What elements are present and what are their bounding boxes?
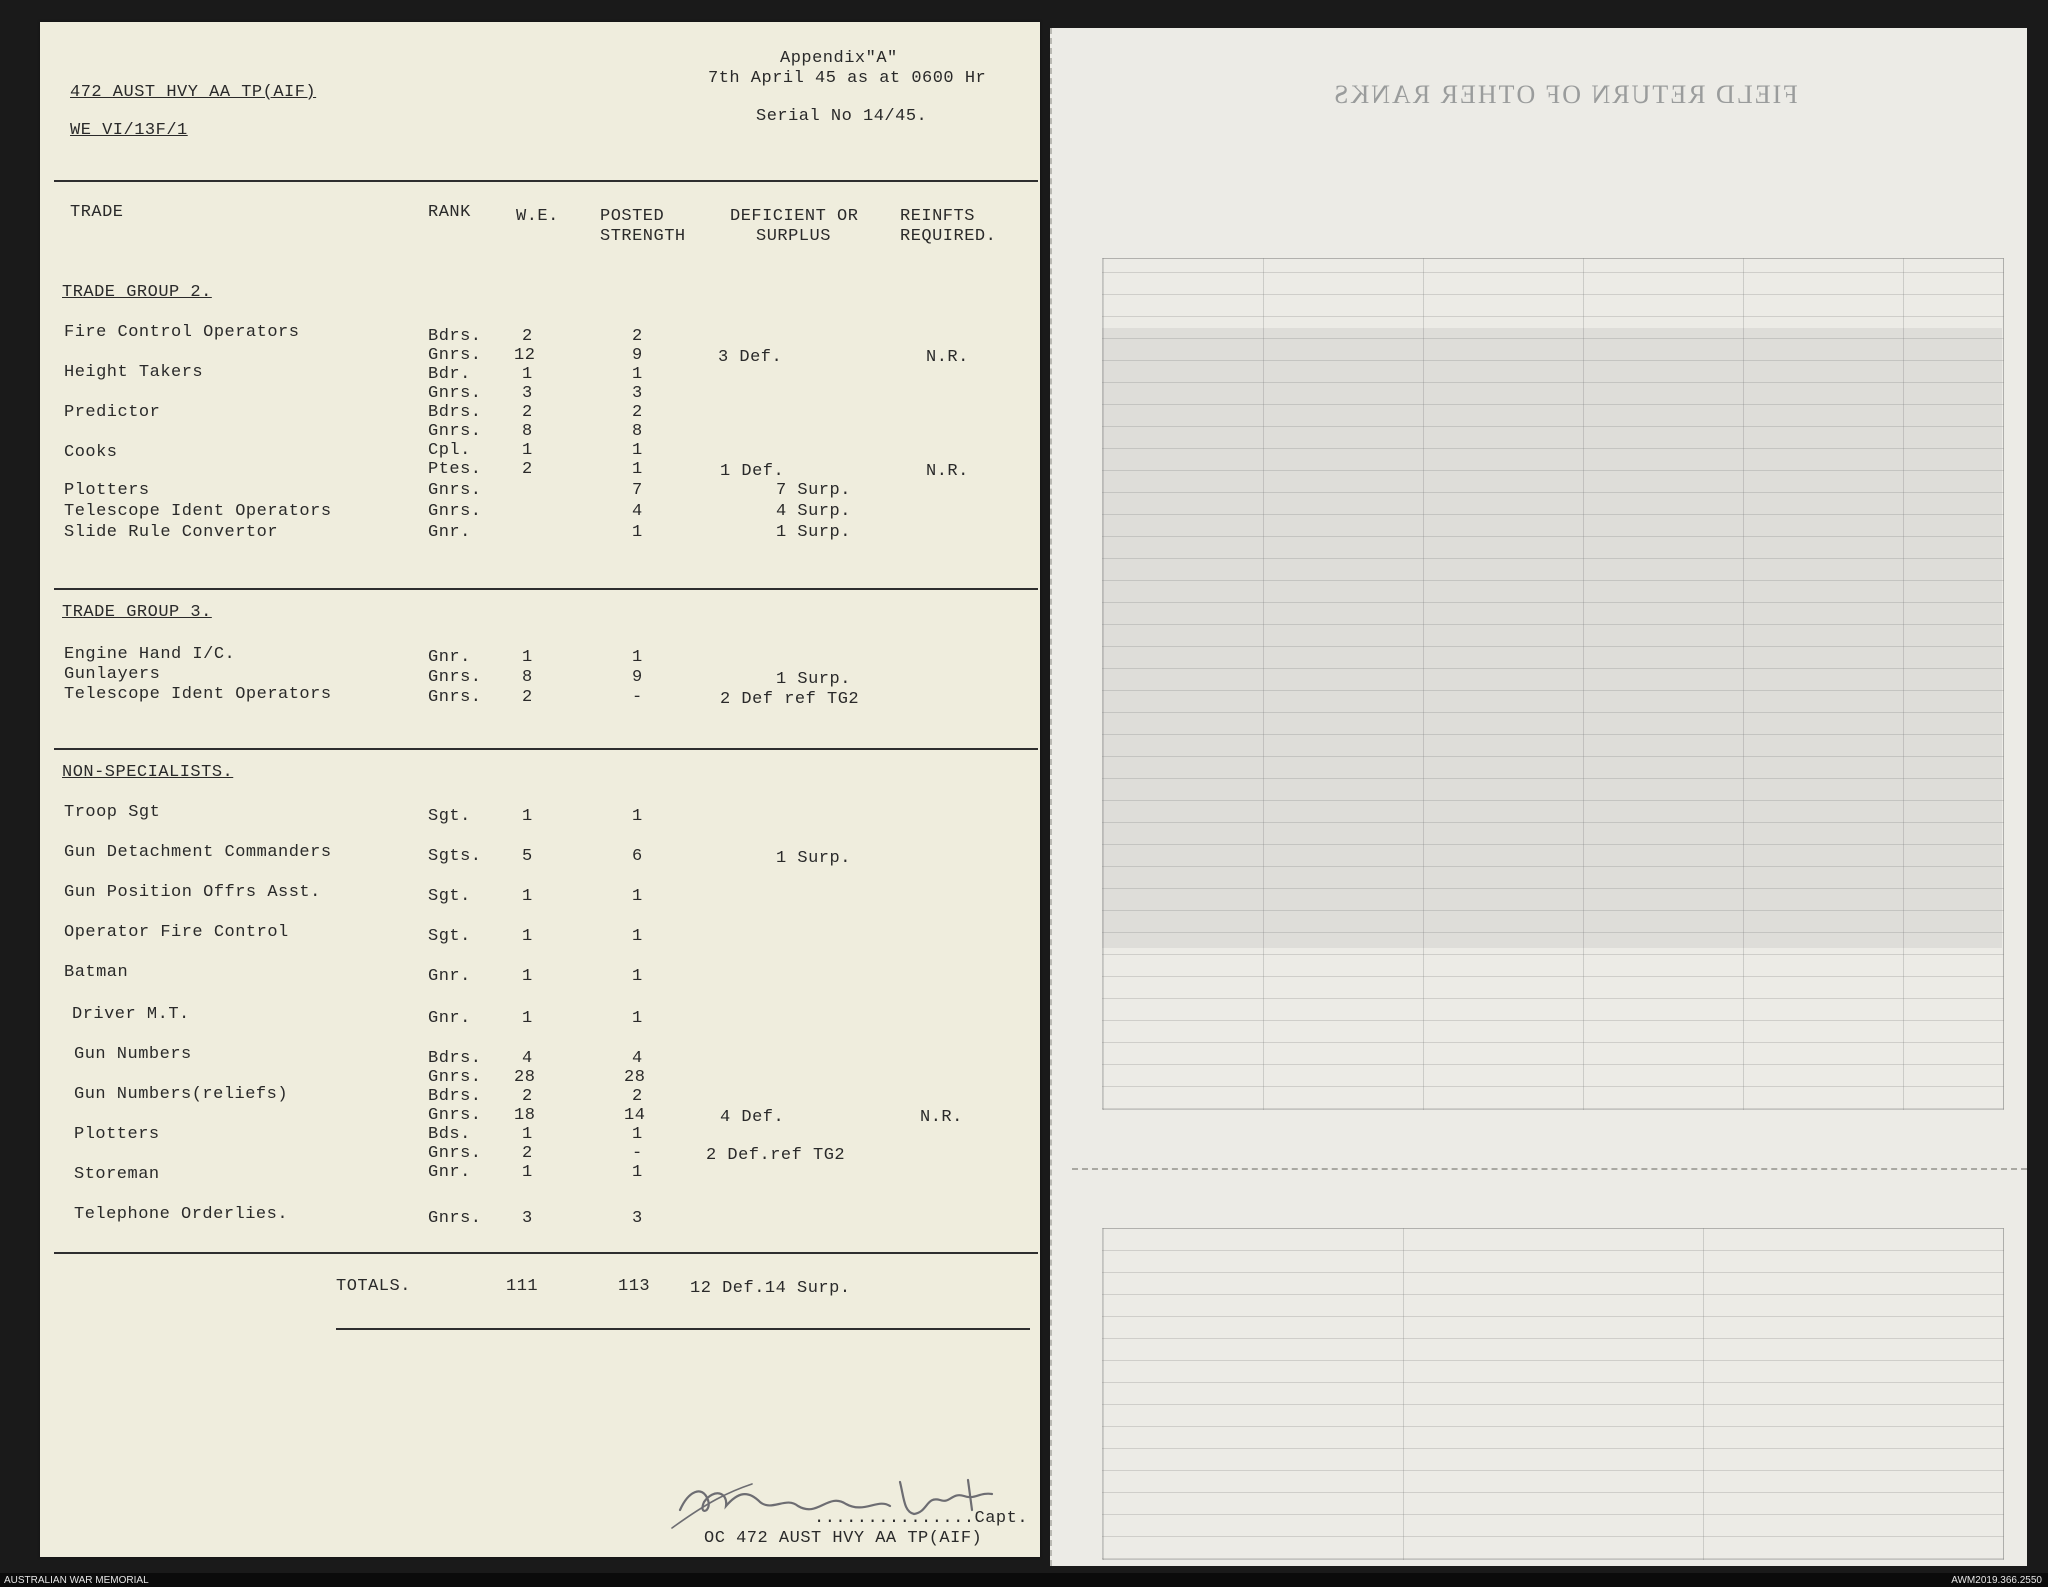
totals-deficient: 12 Def.14 Surp. (690, 1279, 851, 1298)
perforation-line (1072, 1168, 2027, 1170)
trade-name: Storeman (74, 1165, 160, 1184)
rank-cell: Bdrs. (428, 1049, 482, 1068)
return-date: 7th April 45 as at 0600 Hr (708, 69, 987, 88)
rank-cell: Sgt. (428, 807, 471, 826)
rank-cell: Gnrs. (428, 481, 482, 500)
col-deficient-2: SURPLUS (756, 227, 831, 246)
rank-cell: Gnr. (428, 1009, 471, 1028)
posted-cell: 14 (624, 1106, 646, 1125)
posted-cell: 3 (632, 384, 643, 403)
posted-cell: 1 (632, 460, 643, 479)
posted-cell: 6 (632, 847, 643, 866)
rank-cell: Gnrs. (428, 502, 482, 521)
rank-cell: Gnrs. (428, 668, 482, 687)
rank-cell: Gnrs. (428, 1106, 482, 1125)
faded-form-page (1050, 28, 2027, 1566)
we-cell: 1 (522, 441, 533, 460)
col-deficient-1: DEFICIENT OR (730, 207, 859, 226)
reinfts-cell: N.R. (920, 1108, 963, 1127)
rank-cell: Gnr. (428, 523, 471, 542)
we-cell: 12 (514, 346, 536, 365)
unit-heading: 472 AUST HVY AA TP(AIF) (70, 83, 317, 102)
posted-cell: 1 (632, 807, 643, 826)
rank-cell: Gnr. (428, 648, 471, 667)
rank-cell: Bdrs. (428, 403, 482, 422)
we-cell: 1 (522, 967, 533, 986)
typed-return-page (40, 22, 1040, 1557)
trade-name: Telescope Ident Operators (64, 685, 332, 704)
rank-cell: Gnrs. (428, 1068, 482, 1087)
posted-cell: - (632, 688, 643, 707)
section-title: TRADE GROUP 3. (62, 603, 212, 622)
we-cell: 2 (522, 403, 533, 422)
posted-cell: 4 (632, 502, 643, 521)
deficient-cell: 3 Def. (718, 348, 783, 367)
section-title: TRADE GROUP 2. (62, 283, 212, 302)
posted-cell: 1 (632, 1163, 643, 1182)
deficient-cell: 1 Surp. (776, 670, 851, 689)
posted-cell: 1 (632, 967, 643, 986)
rank-cell: Bds. (428, 1125, 471, 1144)
trade-name: Fire Control Operators (64, 323, 300, 342)
we-cell: 5 (522, 847, 533, 866)
posted-cell: 9 (632, 668, 643, 687)
totals-posted: 113 (618, 1277, 651, 1296)
we-cell: 28 (514, 1068, 536, 1087)
trade-name: Troop Sgt (64, 803, 161, 822)
col-we: W.E. (516, 207, 559, 226)
posted-cell: 8 (632, 422, 643, 441)
deficient-cell: 4 Surp. (776, 502, 851, 521)
posted-cell: 1 (632, 927, 643, 946)
trade-name: Plotters (64, 481, 150, 500)
col-trade: TRADE (70, 203, 124, 222)
reinfts-cell: N.R. (926, 348, 969, 367)
trade-name: Operator Fire Control (64, 923, 289, 942)
header-rule (54, 180, 1038, 182)
signoff-title: OC 472 AUST HVY AA TP(AIF) (704, 1529, 983, 1548)
rank-cell: Gnrs. (428, 688, 482, 707)
posted-cell: 7 (632, 481, 643, 500)
we-cell: 1 (522, 887, 533, 906)
trade-name: Telephone Orderlies. (74, 1205, 289, 1224)
we-cell: 2 (522, 460, 533, 479)
we-cell: 4 (522, 1049, 533, 1068)
totals-we: 111 (506, 1277, 539, 1296)
we-cell: 1 (522, 648, 533, 667)
rank-cell: Gnrs. (428, 346, 482, 365)
reinfts-cell: N.R. (926, 462, 969, 481)
posted-cell: 3 (632, 1209, 643, 1228)
trade-name: Driver M.T. (72, 1005, 190, 1024)
rank-cell: Sgt. (428, 927, 471, 946)
we-cell: 8 (522, 668, 533, 687)
posted-cell: 1 (632, 365, 643, 384)
footer-catalogue-number: AWM2019.366.2550 (1951, 1575, 2042, 1586)
faded-grid (1102, 258, 2004, 1110)
posted-cell: 4 (632, 1049, 643, 1068)
section-title: NON-SPECIALISTS. (62, 763, 234, 782)
col-rank: RANK (428, 203, 471, 222)
posted-cell: 1 (632, 1125, 643, 1144)
posted-cell: 1 (632, 648, 643, 667)
trade-name: Cooks (64, 443, 118, 462)
posted-cell: 1 (632, 523, 643, 542)
deficient-cell: 7 Surp. (776, 481, 851, 500)
trade-name: Telescope Ident Operators (64, 502, 332, 521)
trade-name: Engine Hand I/C. (64, 645, 236, 664)
rank-cell: Gnrs. (428, 422, 482, 441)
rank-cell: Bdr. (428, 365, 471, 384)
we-cell: 2 (522, 688, 533, 707)
posted-cell: 2 (632, 403, 643, 422)
rank-cell: Gnr. (428, 967, 471, 986)
rank-cell: Gnrs. (428, 1144, 482, 1163)
serial-number: Serial No 14/45. (756, 107, 928, 126)
footer-credit: AUSTRALIAN WAR MEMORIAL (4, 1575, 149, 1586)
rank-cell: Gnr. (428, 1163, 471, 1182)
we-cell: 8 (522, 422, 533, 441)
posted-cell: 28 (624, 1068, 646, 1087)
trade-name: Gunlayers (64, 665, 161, 684)
rank-cell: Bdrs. (428, 1087, 482, 1106)
section-rule (54, 588, 1038, 590)
trade-name: Predictor (64, 403, 161, 422)
col-reinfts-1: REINFTS (900, 207, 975, 226)
posted-cell: 2 (632, 1087, 643, 1106)
section-rule (54, 1252, 1038, 1254)
trade-name: Plotters (74, 1125, 160, 1144)
col-reinfts-2: REQUIRED. (900, 227, 997, 246)
we-cell: 2 (522, 327, 533, 346)
posted-cell: 2 (632, 327, 643, 346)
rank-cell: Gnrs. (428, 384, 482, 403)
totals-rule (336, 1328, 1030, 1330)
rank-cell: Bdrs. (428, 327, 482, 346)
posted-cell: 9 (632, 346, 643, 365)
we-cell: 1 (522, 1009, 533, 1028)
we-cell: 1 (522, 365, 533, 384)
rank-cell: Ptes. (428, 460, 482, 479)
rank-cell: Cpl. (428, 441, 471, 460)
rank-cell: Sgts. (428, 847, 482, 866)
we-cell: 18 (514, 1106, 536, 1125)
posted-cell: 1 (632, 887, 643, 906)
col-posted-1: POSTED (600, 207, 665, 226)
trade-name: Height Takers (64, 363, 204, 382)
we-cell: 1 (522, 807, 533, 826)
deficient-cell: 2 Def.ref TG2 (706, 1146, 846, 1165)
deficient-cell: 1 Surp. (776, 523, 851, 542)
col-posted-2: STRENGTH (600, 227, 686, 246)
we-reference: WE VI/13F/1 (70, 121, 188, 140)
posted-cell: 1 (632, 441, 643, 460)
trade-name: Batman (64, 963, 129, 982)
posted-cell: 1 (632, 1009, 643, 1028)
trade-name: Slide Rule Convertor (64, 523, 279, 542)
we-cell: 1 (522, 927, 533, 946)
totals-label: TOTALS. (336, 1277, 411, 1296)
we-cell: 1 (522, 1125, 533, 1144)
appendix-label: Appendix"A" (780, 49, 898, 68)
trade-name: Gun Position Offrs Asst. (64, 883, 321, 902)
we-cell: 2 (522, 1087, 533, 1106)
deficient-cell: 4 Def. (720, 1108, 785, 1127)
we-cell: 2 (522, 1144, 533, 1163)
trade-name: Gun Numbers (74, 1045, 192, 1064)
faded-form-title: FIELD RETURN OF OTHER RANKS (1332, 80, 1798, 109)
trade-name: Gun Numbers(reliefs) (74, 1085, 289, 1104)
we-cell: 1 (522, 1163, 533, 1182)
we-cell: 3 (522, 384, 533, 403)
we-cell: 3 (522, 1209, 533, 1228)
rank-cell: Gnrs. (428, 1209, 482, 1228)
rank-cell: Sgt. (428, 887, 471, 906)
trade-name: Gun Detachment Commanders (64, 843, 332, 862)
posted-cell: - (632, 1144, 643, 1163)
faded-grid-lower (1102, 1228, 2004, 1560)
deficient-cell: 1 Def. (720, 462, 785, 481)
deficient-cell: 1 Surp. (776, 849, 851, 868)
signoff-rank: ...............Capt. (814, 1509, 1029, 1528)
section-rule (54, 748, 1038, 750)
deficient-cell: 2 Def ref TG2 (720, 690, 860, 709)
